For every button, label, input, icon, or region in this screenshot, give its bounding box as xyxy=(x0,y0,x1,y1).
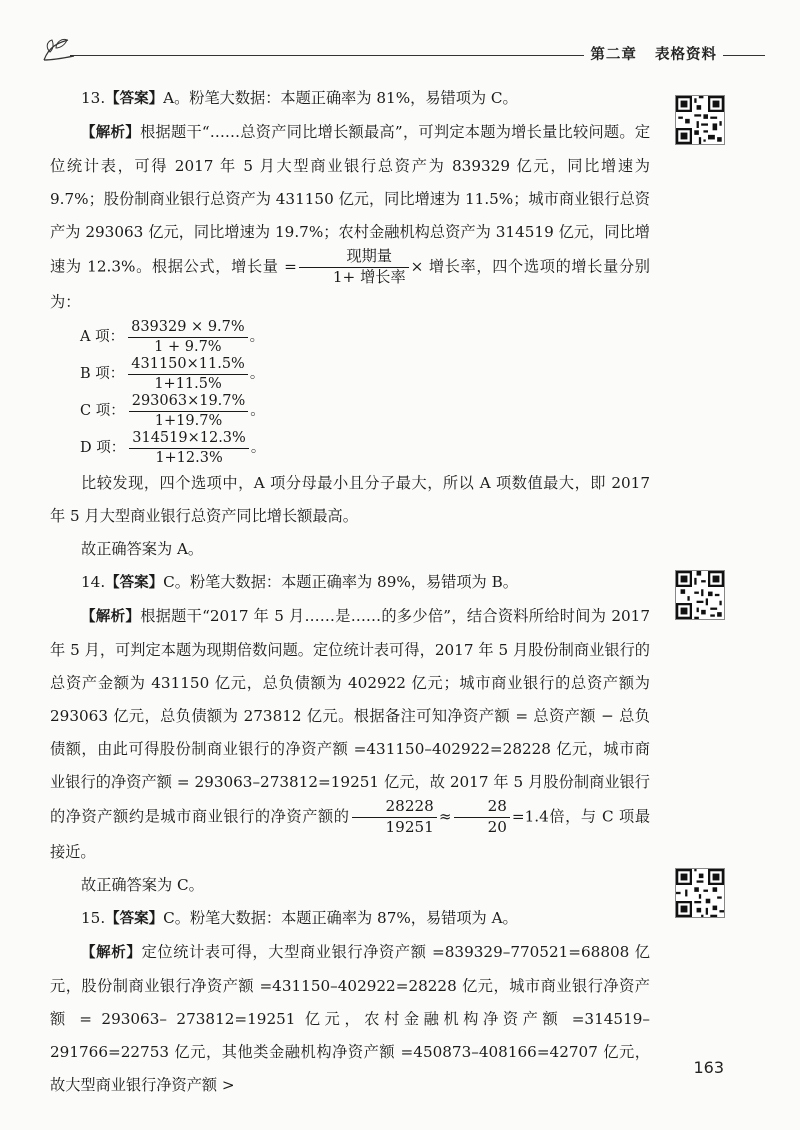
option-b: B 项： $\frac{431150\times 11.5\%}{1+11.5\%}$ 。 xyxy=(80,355,265,392)
q15-analysis: 【解析】定位统计表可得，大型商业银行净资产额 =839329–770521=68808 亿元，股份制商业银行净资产额 =431150–402922=28228 亿元，城市商业银行净资产额 = 293063– 273812=19251 亿元，农村金融机构净资产额 =314519–291766=22753 亿元，其他类金融机构净资产额 =450873–408166=42707 亿元，故大型商业银行净资产额 > xyxy=(50,942,650,1094)
ratio-fraction: $\frac{28228}{19251}$ xyxy=(352,799,437,836)
chapter-number: 第二章 xyxy=(590,47,637,63)
q13-analysis: 【解析】根据题干“……总资产同比增长额最高”，可判定本题为增长量比较问题。定位统计表，可得 2017 年 5 月大型商业银行总资产为 839329 亿元，同比增速为 9.7%；股份制商业银行总资产为 431150 亿元，同比增速为 11.5%；城市商业银行总资产为 293063 亿元，同比增速为 19.7%；农村金融机构总资产为 314519 亿元，同比增速为 12.3%。根据公式，增长量 = $\frac{\text{现期量}}{\text{1+ 增长率}}$ × 增长率，四个选项的增长量分别为： xyxy=(50,123,651,311)
answer-tag: 【答案】 xyxy=(105,91,164,107)
qr-code-icon[interactable] xyxy=(675,868,725,918)
chapter-title xyxy=(584,43,723,64)
page-number: 163 xyxy=(693,1058,724,1077)
q13-conclusion: 故正确答案为 A。 xyxy=(81,539,204,558)
leaf-ornament-icon xyxy=(40,36,76,66)
q14-answer-line: 14.【答案】C。粉笔大数据：本题正确率为 89%，易错项为 B。 xyxy=(81,572,518,591)
analysis-tag: 【解析】 xyxy=(81,608,141,625)
qr-code-icon[interactable] xyxy=(675,95,725,145)
growth-formula: $\frac{\text{现期量}}{\text{1+ 增长率}}$ xyxy=(299,249,409,286)
qr-code-icon[interactable] xyxy=(675,570,725,620)
page-body xyxy=(50,82,650,1102)
answer-tag: 【答案】 xyxy=(105,574,164,591)
q13-compare: 比较发现，四个选项中，A 项分母最小且分子最大，所以 A 项数值最大，即 2017 年 5 月大型商业银行总资产同比增长额最高。 xyxy=(50,473,650,525)
q15-answer-line: 15.【答案】C。粉笔大数据：本题正确率为 87%，易错项为 A。 xyxy=(81,908,518,927)
approx-fraction: $\frac{28}{20}$ xyxy=(454,799,510,836)
answer-tag: 【答案】 xyxy=(105,910,164,927)
q14-analysis: 【解析】根据题干“2017 年 5 月……是……的多少倍”，结合资料所给时间为 2017 年 5 月，可判定本题为现期倍数问题。定位统计表可得，2017 年 5 月股份制商业银行的总资产金额为 431150 亿元，总负债额为 402922 亿元；城市商业银行的总资产额为 293063 亿元，总负债额为 273812 亿元。根据备注可知净资产额 = 总资产额 − 总负债额，由此可得股份制商业银行的净资产额 =431150–402922=28228 亿元，城市商业银行的净资产额 = 293063–273812=19251 亿元，故 2017 年 5 月股份制商业银行的净资产额约是城市商业银行的净资产额的 $\frac{28228}{19251}$ ≈ $\frac{28}{20}$ =1.4倍，与 C 项最接近。 xyxy=(50,606,651,861)
analysis-tag: 【解析】 xyxy=(81,125,141,141)
q14-conclusion: 故正确答案为 C。 xyxy=(81,875,204,894)
option-a: A 项： $\frac{839329 \times 9.7\%}{1 + 9.7\%}$ 。 xyxy=(80,318,265,355)
option-c: C 项： $\frac{293063\times 19.7\%}{1+19.7\%}$ 。 xyxy=(80,392,265,429)
analysis-tag: 【解析】 xyxy=(81,944,142,961)
section-title: 表格资料 xyxy=(655,47,717,63)
q13-answer-line: 13.【答案】A。粉笔大数据：本题正确率为 81%，易错项为 C。 xyxy=(81,89,518,107)
running-header xyxy=(40,36,765,72)
option-d: D 项： $\frac{314519\times 12.3\%}{1+12.3\%}$ 。 xyxy=(80,429,266,466)
